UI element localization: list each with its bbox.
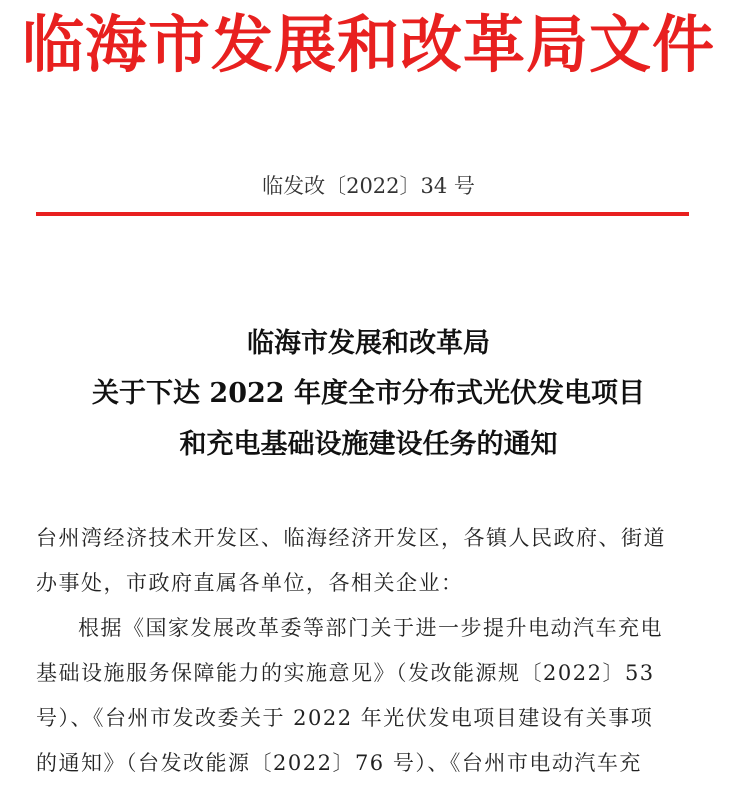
recipients-line-1: 台州湾经济技术开发区、临海经济开发区，各镇人民政府、街道 <box>36 526 666 550</box>
notice-title-line-2: 关于下达 2022 年度全市分布式光伏发电项目 <box>92 378 645 409</box>
body-paragraph-line-1: 根据《国家发展改革委等部门关于进一步提升电动汽车充电 <box>78 616 663 640</box>
notice-title-line-1: 临海市发展和改革局 <box>247 328 490 359</box>
body-paragraph-line-2: 基础设施服务保障能力的实施意见》（发改能源规〔2022〕53 <box>36 661 655 685</box>
body-paragraph-line-4: 的通知》（台发改能源〔2022〕76 号）、《台州市电动汽车充 <box>36 751 642 775</box>
body-paragraph-line-3: 号）、《台州市发改委关于 2022 年光伏发电项目建设有关事项 <box>36 706 654 730</box>
document-number: 临发改〔2022〕34 号 <box>262 174 475 198</box>
masthead-title: 临海市发展和改革局文件 <box>21 8 715 81</box>
notice-title-line-3: 和充电基础设施建设任务的通知 <box>179 429 558 460</box>
recipients-line-2: 办事处，市政府直属各单位，各相关企业： <box>36 571 464 595</box>
red-divider-rule <box>36 212 689 216</box>
